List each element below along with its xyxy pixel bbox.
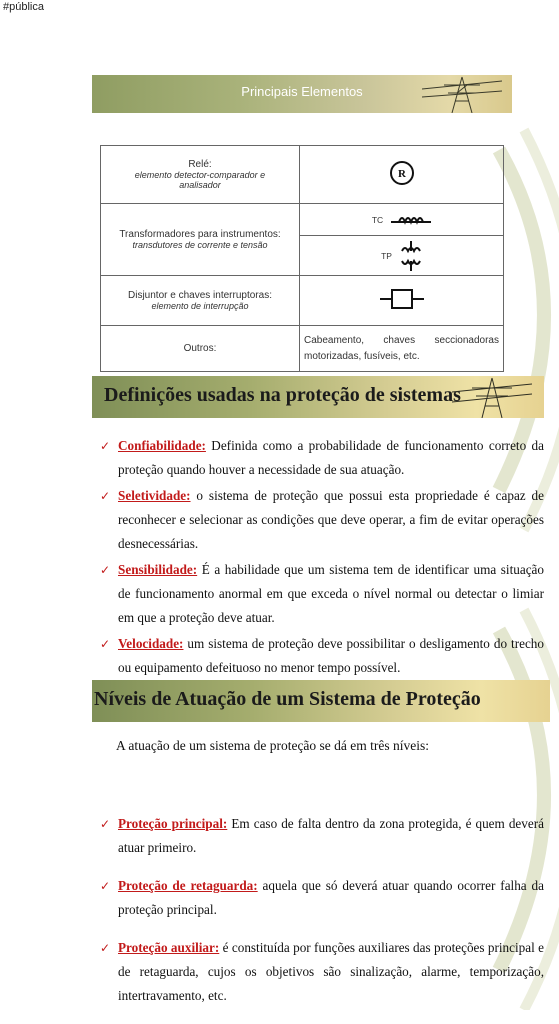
definition-text: É a habilidade que um sistema tem de identificar uma situação de funcionamento anormal em que exceda o nível normal ou detectar o limiar em que a proteção deve atuar.: [118, 562, 544, 625]
breaker-symbol-cell: [300, 276, 504, 326]
slide2-title: Definições usadas na proteção de sistemas: [104, 384, 461, 406]
check-icon: ✓: [100, 439, 111, 453]
transformer-label-cell: [101, 204, 300, 276]
tc-label: TC: [371, 214, 384, 225]
check-icon: ✓: [100, 879, 111, 893]
relay-symbol-cell: [300, 146, 504, 204]
term-confiabilidade: Confiabilidade:: [118, 438, 206, 453]
check-icon: ✓: [100, 637, 111, 651]
list-item: [100, 434, 544, 482]
levels-list: [100, 812, 544, 1008]
list-item: [100, 484, 544, 556]
slide1-banner: [92, 75, 512, 113]
relay-label: Relé:: [188, 159, 212, 170]
slide3-banner: [92, 680, 550, 722]
transformer-desc: transdutores de corrente e tensão: [132, 240, 268, 250]
slide2-banner: [92, 376, 544, 418]
slide3-intro: A atuação de um sistema de proteção se dá em três níveis:: [116, 738, 430, 753]
table-row: [101, 204, 504, 236]
definitions-list: [100, 434, 544, 680]
breaker-icon: [380, 288, 424, 310]
check-icon: ✓: [100, 563, 111, 577]
elements-table: [100, 145, 504, 372]
relay-symbol-icon: [389, 160, 415, 186]
transformer-label: Transformadores para instrumentos:: [119, 229, 281, 240]
tp-label: TP: [381, 250, 392, 261]
tc-symbol-cell: [300, 204, 504, 236]
breaker-label-cell: [101, 276, 300, 326]
relay-desc-1: elemento detector-comparador e: [134, 170, 266, 180]
list-item: [100, 812, 544, 860]
others-label-cell: [101, 326, 300, 372]
definition-text: o sistema de proteção que possui esta propriedade é capaz de reconhecer e selecionar as condições que deve operar, a fim de evitar operações desnecessárias.: [118, 488, 544, 551]
breaker-label: Disjuntor e chaves interruptoras:: [128, 290, 272, 301]
term-protecao-retaguarda: Proteção de retaguarda:: [118, 878, 258, 893]
classification-tag: #pública: [3, 1, 44, 13]
others-text: Cabeamento, chaves seccionadoras motorizadas, fusíveis, etc.: [304, 334, 499, 362]
table-row: [101, 326, 504, 372]
power-tower-icon: [452, 376, 532, 418]
others-label: Outros:: [183, 343, 217, 354]
slide3-title: Níveis de Atuação de um Sistema de Proteção: [94, 688, 481, 710]
level-text: é constituída por funções auxiliares das proteções principal e de retaguarda, cujos os objetivos são sinalização, alarme, temporização, intertravamento, etc.: [118, 940, 544, 1003]
check-icon: ✓: [100, 489, 111, 503]
relay-label-cell: [101, 146, 300, 204]
others-text-cell: [300, 326, 504, 372]
definition-text: um sistema de proteção deve possibilitar o desligamento do trecho ou equipamento defeituoso no menor tempo possível.: [118, 636, 544, 675]
table-row: [101, 276, 504, 326]
check-icon: ✓: [100, 817, 111, 831]
level-text: Em caso de falta dentro da zona protegida, é quem deverá atuar primeiro.: [118, 816, 544, 855]
term-velocidade: Velocidade:: [118, 636, 184, 651]
list-item: [100, 874, 544, 922]
table-row: [101, 146, 504, 204]
term-protecao-auxiliar: Proteção auxiliar:: [118, 940, 220, 955]
definition-text: Definida como a probabilidade de funcionamento correto da proteção quando houver a necessidade de sua atuação.: [118, 438, 544, 477]
svg-text:R: R: [397, 168, 406, 180]
breaker-desc: elemento de interrupção: [151, 301, 249, 311]
power-tower-icon: [422, 75, 502, 113]
slide1-title: Principais Elementos: [241, 84, 363, 99]
tp-symbol-cell: [300, 236, 504, 276]
term-sensibilidade: Sensibilidade:: [118, 562, 198, 577]
list-item: [100, 558, 544, 630]
term-seletividade: Seletividade:: [118, 488, 191, 503]
relay-desc-2: analisador: [179, 180, 221, 190]
list-item: [100, 632, 544, 680]
current-transformer-icon: [391, 213, 431, 227]
term-protecao-principal: Proteção principal:: [118, 816, 228, 831]
check-icon: ✓: [100, 941, 111, 955]
level-text: aquela que só deverá atuar quando ocorrer falha da proteção principal.: [118, 878, 544, 917]
potential-transformer-icon: [400, 241, 422, 271]
list-item: [100, 936, 544, 1008]
